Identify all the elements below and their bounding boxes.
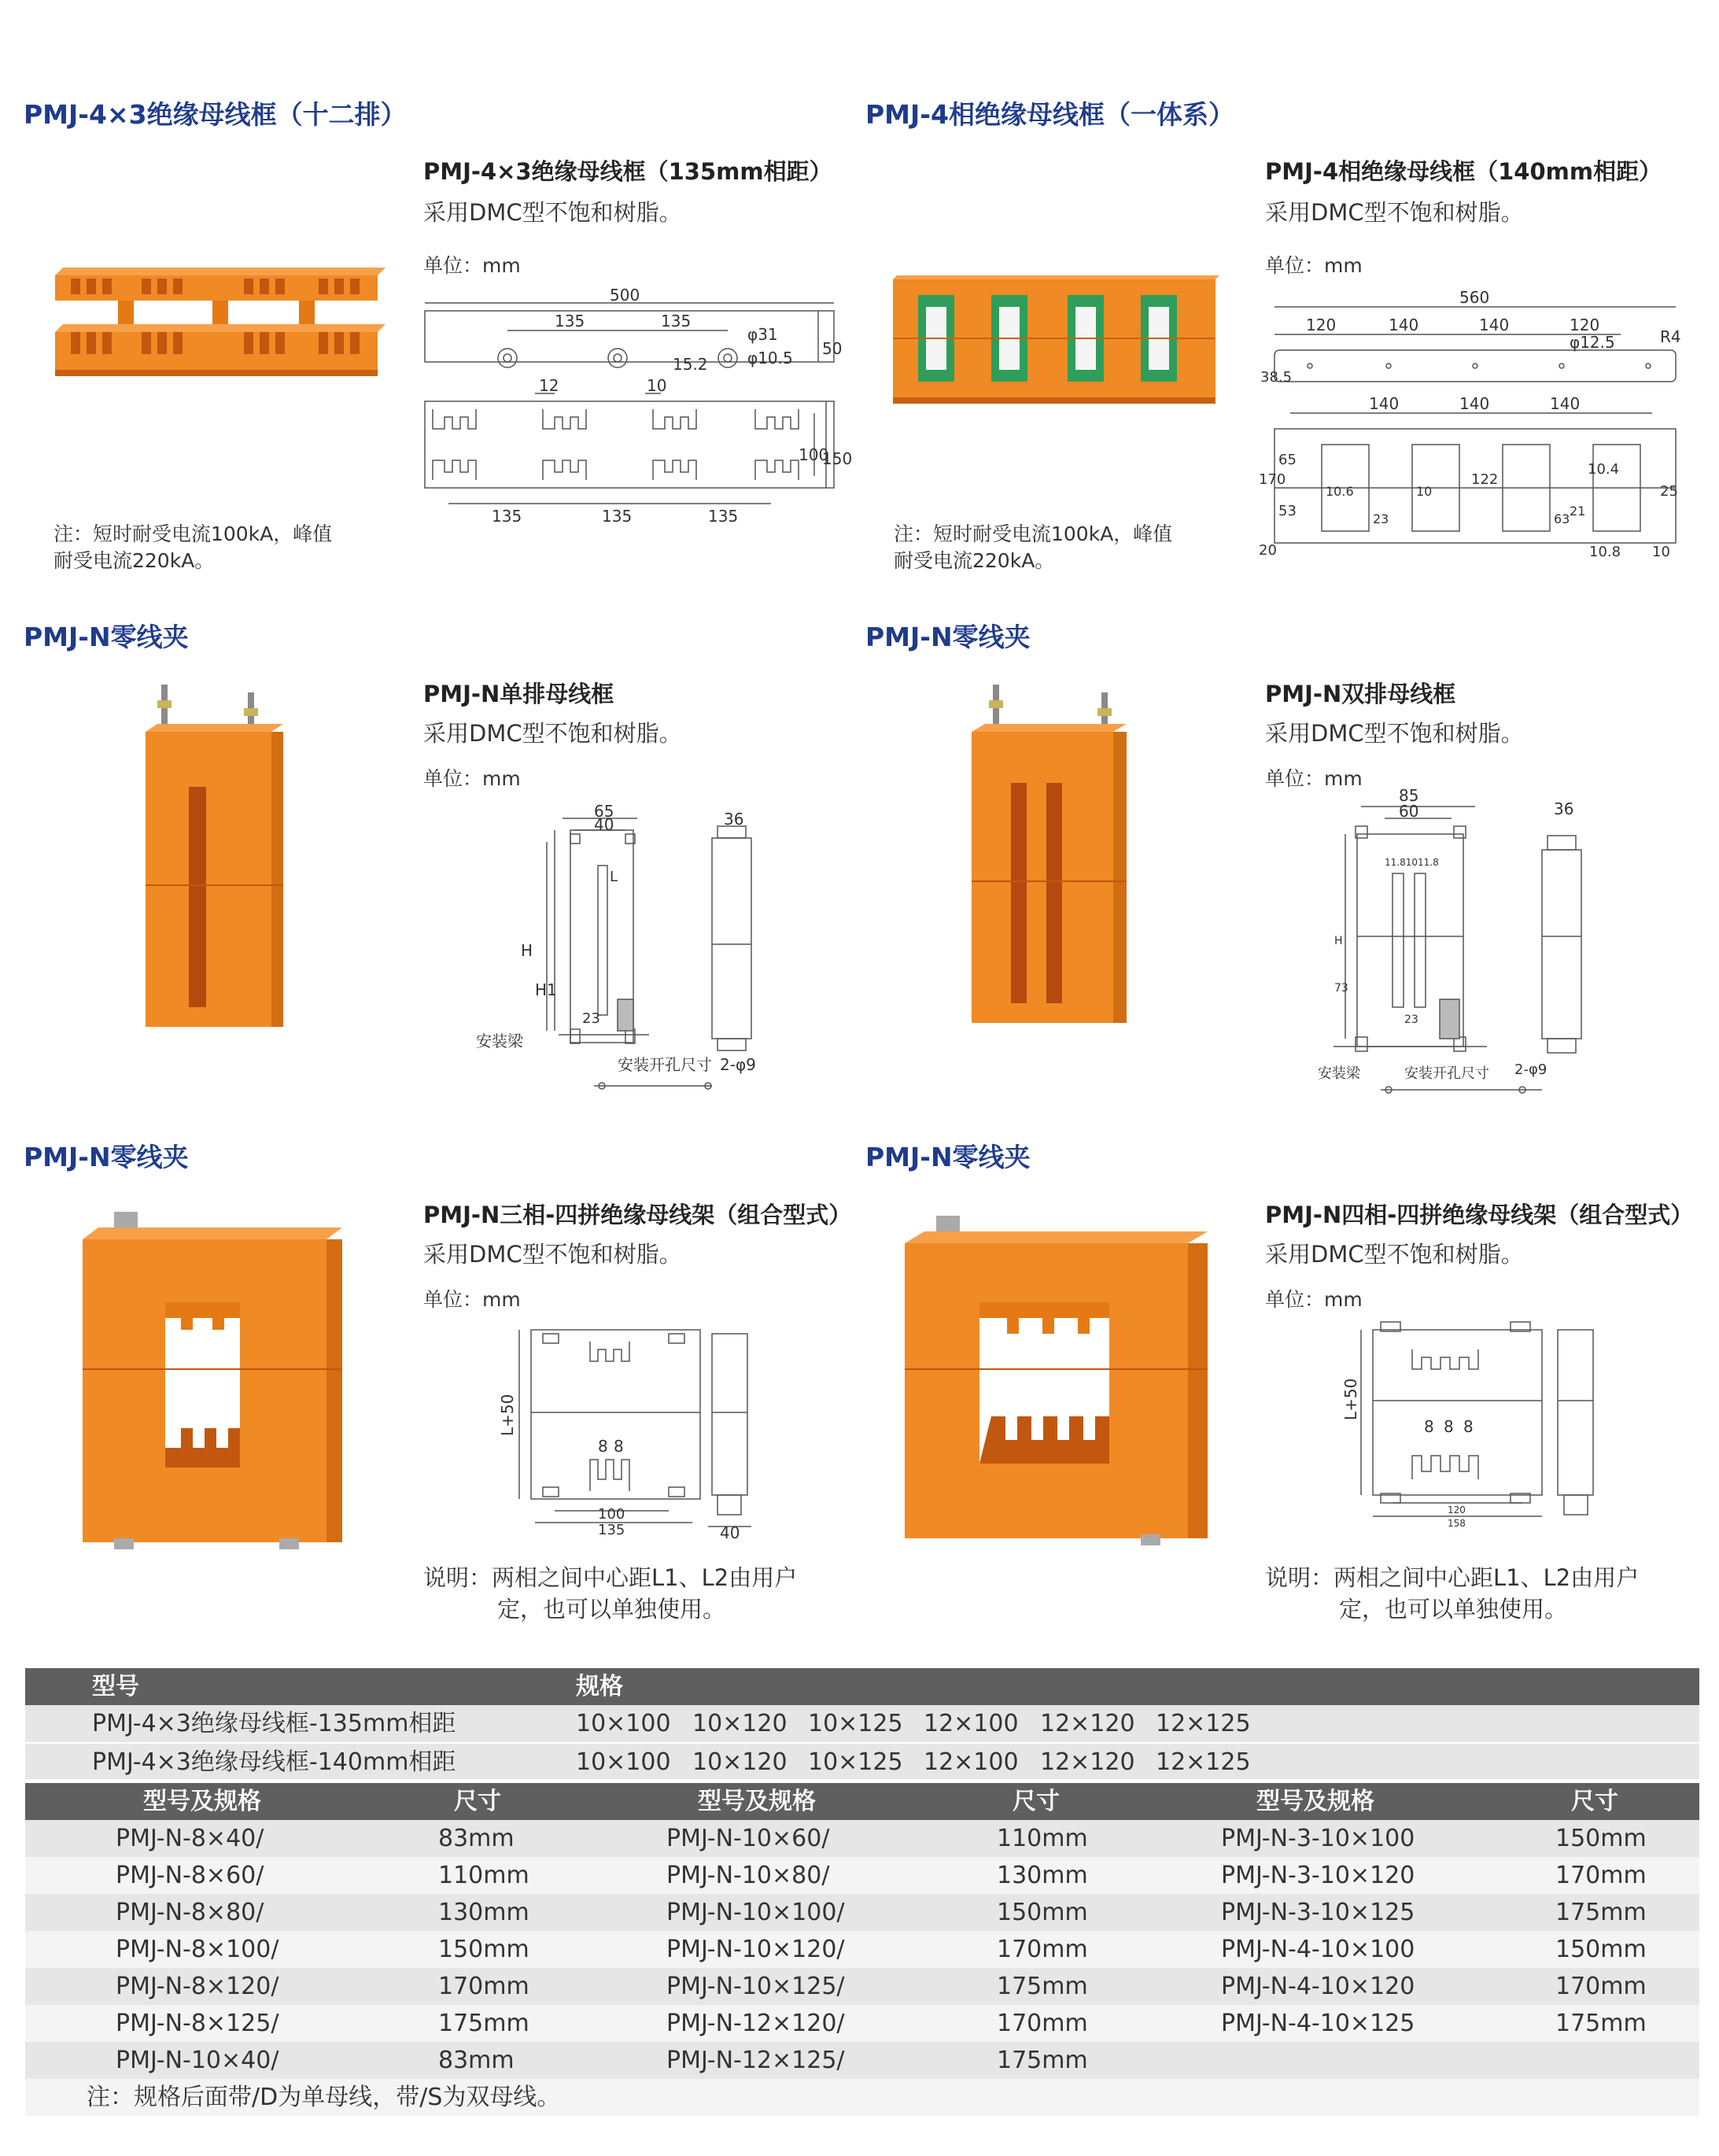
dim-h1: H1 [535,980,557,999]
spec-cell: 12×125 [1156,1710,1251,1737]
size-cell: 175mm [997,1973,1088,2000]
busbar-frame-12-photo [47,260,393,386]
dim-120: 120 [1570,316,1600,334]
dim-135: 135 [602,507,633,526]
spec-cell: 10×120 [692,1710,788,1737]
usage-note: 说明：两相之间中心距L1、L2由用户 定，也可以单独使用。 [1265,1564,1640,1623]
dim-l: L [610,869,618,885]
dim-60: 60 [1399,802,1419,821]
table-row [25,1968,1699,2005]
table-row [25,1705,1699,1742]
dim-140: 140 [1389,316,1419,334]
dim-10: 10 [1416,484,1433,499]
model-cell: PMJ-N-10×100/ [666,1899,845,1926]
neutral-clamp-single-drawing [472,795,771,1078]
column-header: 尺寸 [454,1788,501,1815]
table-row [25,1857,1699,1894]
size-cell: 175mm [997,2047,1088,2074]
dim-h: H [521,941,533,960]
dim-158: 158 [1448,1518,1466,1529]
rated-current-note: 注：短时耐受电流100kA，峰值 耐受电流220kA。 [894,522,1173,572]
size-cell: 83mm [438,1825,515,1852]
spec-cell: 12×100 [924,1748,1019,1776]
mounting-hole-label: 安装开孔尺寸 [618,1055,712,1074]
unit-label: 单位：mm [1265,1288,1363,1311]
dim-23: 23 [582,1010,600,1027]
model-cell: PMJ-N-10×120/ [666,1936,845,1963]
column-header: 型号及规格 [698,1788,816,1815]
product-title: PMJ-N四相-四拼绝缘母线架（组合型式） [1265,1202,1694,1228]
spec-table-neutral-clamps [25,1783,1699,2116]
dim-15-2: 15.2 [673,355,708,374]
model-cell: PMJ-N-8×100/ [116,1936,279,1963]
model-cell: PMJ-4×3绝缘母线框-135mm相距 [92,1710,456,1737]
spec-cell: 10×125 [808,1748,903,1776]
busbar-frame-4-photo [885,271,1223,409]
dim-500: 500 [610,286,640,305]
dim-8: 8 [614,1437,624,1456]
dim-73: 73 [1334,982,1348,995]
size-cell: 170mm [1555,1973,1647,2000]
product-description: 采用DMC型不饱和树脂。 [1265,199,1524,226]
column-header: 型号 [92,1673,139,1700]
dim-10-4: 10.4 [1588,461,1620,478]
dim-21: 21 [1570,504,1586,519]
size-cell: 170mm [438,1973,529,2000]
dim-r4: R4 [1660,327,1681,346]
dim-100: 100 [598,1506,625,1523]
three-phase-busbar-rack-photo [75,1208,346,1554]
dim-10: 10 [647,376,667,395]
product-description: 采用DMC型不饱和树脂。 [1265,1241,1524,1268]
table-header-row [25,1668,1699,1705]
dim-40: 40 [594,815,614,834]
dim-120: 120 [1306,316,1337,334]
model-cell: PMJ-N-12×125/ [666,2047,845,2074]
size-cell: 110mm [997,1825,1088,1852]
usage-note: 说明：两相之间中心距L1、L2由用户 定，也可以单独使用。 [423,1564,798,1623]
product-description: 采用DMC型不饱和树脂。 [423,720,682,747]
size-cell: 175mm [1555,2010,1647,2037]
product-title: PMJ-4相绝缘母线框（140mm相距） [1265,158,1662,185]
model-cell: PMJ-N-4-10×100 [1221,1936,1415,1963]
dim-23: 23 [1373,511,1389,526]
model-cell: PMJ-N-10×60/ [666,1825,830,1852]
model-cell: PMJ-N-10×40/ [116,2047,279,2074]
size-cell: 150mm [997,1899,1088,1926]
model-cell: PMJ-N-10×125/ [666,1973,845,2000]
product-title: PMJ-N双排母线框 [1265,681,1456,707]
dim-12: 12 [539,376,559,395]
mounting-beam-label: 安装梁 [1318,1065,1360,1082]
table-row [25,2042,1699,2079]
table-row [25,2005,1699,2042]
size-cell: 150mm [1555,1936,1647,1963]
spec-cell: 10×120 [692,1748,788,1776]
spec-cell: 12×125 [1156,1748,1251,1776]
dim-85: 85 [1399,786,1419,805]
size-cell: 150mm [1555,1825,1647,1852]
dim-23: 23 [1404,1013,1418,1026]
model-cell: PMJ-N-4-10×125 [1221,2010,1415,2037]
table-row [25,1742,1699,1779]
unit-label: 单位：mm [1265,767,1363,790]
dim-135: 135 [598,1522,625,1538]
size-cell: 130mm [997,1862,1088,1889]
table-note-row [25,2079,1699,2116]
section-title: PMJ-4相绝缘母线框（一体系） [865,99,1234,130]
rated-current-note: 注：短时耐受电流100kA，峰值 耐受电流220kA。 [53,522,333,572]
dim-25: 25 [1660,483,1678,500]
model-cell: PMJ-N-8×120/ [116,1973,279,2000]
dim-h: H [1334,935,1343,947]
dim-560: 560 [1459,288,1490,307]
spec-cell: 10×125 [808,1710,903,1737]
dim-40: 40 [720,1523,740,1542]
unit-label: 单位：mm [423,1288,521,1311]
dim-8: 8 [1463,1417,1474,1436]
size-cell: 83mm [438,2047,515,2074]
dim-phi10-5: φ10.5 [747,349,793,367]
section-title: PMJ-N零线夹 [24,1142,189,1172]
model-cell: PMJ-N-8×80/ [116,1899,264,1926]
model-cell: PMJ-N-8×40/ [116,1825,264,1852]
unit-label: 单位：mm [1265,254,1363,277]
mounting-hole-label: 安装开孔尺寸 [1404,1065,1489,1082]
column-header: 尺寸 [1571,1788,1618,1815]
dim-65: 65 [594,802,614,821]
product-title: PMJ-N单排母线框 [423,681,614,707]
table-header-row [25,1783,1699,1820]
dim-140: 140 [1369,394,1400,413]
dim-l-plus-50: L+50 [498,1394,517,1436]
dim-135: 135 [492,507,522,526]
model-cell: PMJ-N-10×80/ [666,1862,830,1889]
size-cell: 170mm [1555,1862,1647,1889]
unit-label: 单位：mm [423,254,521,277]
table-note: 注：规格后面带/D为单母线，带/S为双母线。 [87,2084,561,2111]
size-cell: 150mm [438,1936,529,1963]
dim-8: 8 [1444,1417,1454,1436]
column-header: 型号及规格 [143,1788,261,1815]
model-cell: PMJ-N-3-10×125 [1221,1899,1415,1926]
column-header: 规格 [576,1673,623,1700]
unit-label: 单位：mm [423,767,521,790]
dim-phi12-5: φ12.5 [1570,333,1615,352]
model-cell: PMJ-N-8×125/ [116,2010,279,2037]
dim-10-6: 10.6 [1326,484,1354,499]
table-row [25,1894,1699,1931]
table-row [25,1820,1699,1857]
dim-36: 36 [1554,799,1574,818]
four-phase-busbar-rack-drawing [1337,1310,1605,1530]
dim-140: 140 [1459,394,1490,413]
model-cell: PMJ-4×3绝缘母线框-140mm相距 [92,1748,456,1776]
dim-100: 100 [799,445,829,464]
size-cell: 130mm [438,1899,529,1926]
size-cell: 170mm [997,2010,1088,2037]
dim-20: 20 [1259,542,1277,559]
product-description: 采用DMC型不饱和树脂。 [423,199,682,226]
neutral-clamp-double-drawing [1306,787,1605,1102]
dim-l-plus-50: L+50 [1341,1378,1360,1420]
dim-2-phi9: 2-φ9 [1514,1061,1547,1078]
dim-50: 50 [822,339,843,358]
dim-11-8: 11.81011.8 [1385,857,1439,868]
dim-10: 10 [1652,544,1670,560]
product-title: PMJ-4×3绝缘母线框（135mm相距） [423,158,832,185]
dim-140: 140 [1550,394,1581,413]
size-cell: 110mm [438,1862,529,1889]
dim-36: 36 [724,810,744,829]
model-cell: PMJ-N-3-10×100 [1221,1825,1415,1852]
dim-120: 120 [1448,1504,1466,1515]
four-phase-busbar-rack-photo [901,1212,1215,1550]
dim-140: 140 [1479,316,1510,334]
spec-cell: 12×120 [1040,1748,1135,1776]
column-header: 尺寸 [1013,1788,1060,1815]
dim-170: 170 [1259,471,1286,488]
neutral-clamp-single-photo [130,677,287,1039]
model-cell: PMJ-N-12×120/ [666,2010,845,2037]
spec-table-frames [25,1668,1699,1779]
dim-135: 135 [661,312,692,330]
mounting-beam-label: 安装梁 [476,1032,523,1050]
dim-2-phi9: 2-φ9 [720,1055,756,1074]
busbar-frame-12-drawing [417,286,853,527]
busbar-frame-4-drawing [1259,287,1695,563]
dim-65: 65 [1278,452,1297,468]
column-header: 型号及规格 [1256,1788,1374,1815]
spec-cell: 12×100 [924,1710,1019,1737]
dim-63: 63 [1554,511,1570,526]
section-title: PMJ-N零线夹 [865,622,1031,652]
three-phase-busbar-rack-drawing [498,1310,763,1542]
spec-cell: 12×120 [1040,1710,1135,1737]
size-cell: 170mm [997,1936,1088,1963]
model-cell: PMJ-N-3-10×120 [1221,1862,1415,1889]
dim-135: 135 [555,312,585,330]
section-title: PMJ-N零线夹 [865,1142,1031,1172]
dim-8: 8 [598,1437,608,1456]
product-title: PMJ-N三相-四拼绝缘母线架（组合型式） [423,1202,852,1228]
dim-135: 135 [708,507,739,526]
model-cell: PMJ-N-4-10×120 [1221,1973,1415,2000]
neutral-clamp-double-photo [960,681,1141,1035]
dim-122: 122 [1471,471,1499,488]
spec-cell: 10×100 [576,1710,671,1737]
dim-53: 53 [1278,503,1297,519]
model-cell: PMJ-N-8×60/ [116,1862,264,1889]
dim-phi31: φ31 [747,325,778,344]
spec-cell: 10×100 [576,1748,671,1776]
product-description: 采用DMC型不饱和树脂。 [423,1241,682,1268]
size-cell: 175mm [438,2010,529,2037]
table-row [25,1931,1699,1968]
section-title: PMJ-4×3绝缘母线框（十二排） [24,99,407,130]
dim-8: 8 [1424,1417,1434,1436]
section-title: PMJ-N零线夹 [24,622,189,652]
dim-150: 150 [822,449,853,468]
dim-38-5: 38.5 [1260,369,1293,386]
product-description: 采用DMC型不饱和树脂。 [1265,720,1524,747]
dim-10-8: 10.8 [1589,544,1621,560]
size-cell: 175mm [1555,1899,1647,1926]
